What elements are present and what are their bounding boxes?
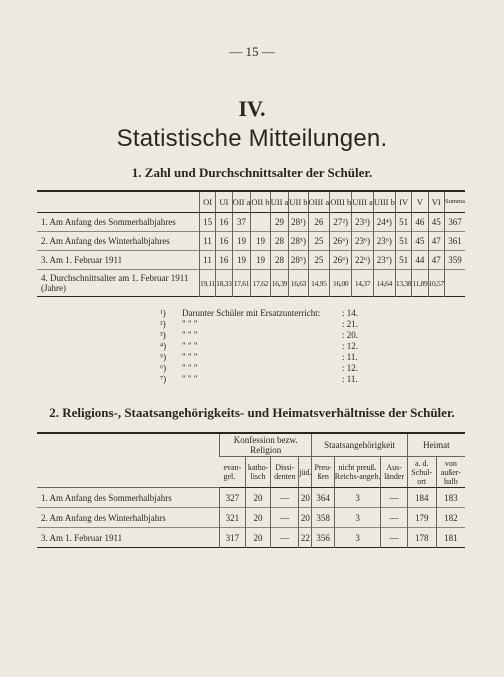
table-cell: — <box>381 508 407 528</box>
footnote <box>160 363 358 374</box>
table-cell: 3 <box>334 488 381 508</box>
table-cell: 22⁶) <box>352 251 374 270</box>
table-cell: 44 <box>412 251 428 270</box>
footnote <box>160 341 358 352</box>
col-header: OI <box>200 191 216 213</box>
table-cell: 16 <box>216 232 232 251</box>
col-header: OIII a <box>308 191 330 213</box>
table-cell: 19 <box>251 232 270 251</box>
col-header: von außer-halb <box>436 457 465 488</box>
religion-nationality-table <box>37 432 465 548</box>
table-cell: 10,57 <box>428 270 444 297</box>
table-cell: 178 <box>407 528 436 548</box>
footnote-text: " " " <box>182 374 198 384</box>
table-cell: 46 <box>412 213 428 232</box>
table-cell: 23⁶) <box>352 232 374 251</box>
table-cell: 29 <box>270 213 289 232</box>
table-cell: 367 <box>444 213 465 232</box>
table-cell: 183 <box>436 488 465 508</box>
table-cell: 356 <box>312 528 334 548</box>
col-header: OII a <box>232 191 251 213</box>
table-cell: 23⁷) <box>373 251 395 270</box>
table-row <box>37 270 465 297</box>
footnote <box>160 374 358 385</box>
row-label: 3. Am 1. Februar 1911 <box>37 528 220 548</box>
table-cell: 20 <box>245 528 271 548</box>
table-cell: 317 <box>220 528 246 548</box>
group-header: Staatsangehörigkeit <box>312 433 407 457</box>
table-cell: 22 <box>299 528 312 548</box>
table-cell: 16,63 <box>289 270 308 297</box>
footnote <box>160 352 358 363</box>
table-cell: 28⁵) <box>289 251 308 270</box>
table-cell: 358 <box>312 508 334 528</box>
footnote-mark: ⁵) <box>160 352 167 362</box>
table-cell: 26⁶) <box>330 251 352 270</box>
footnote-text: " " " <box>182 352 198 362</box>
footnote-text: Darunter Schüler mit Ersatzunterricht: <box>182 308 321 318</box>
footnote-mark: ⁴) <box>160 341 167 351</box>
col-header: OII b <box>251 191 270 213</box>
table-cell: 19 <box>251 251 270 270</box>
table-cell: 45 <box>428 213 444 232</box>
footnote-value: : 11. <box>342 352 358 362</box>
table-cell: 23³) <box>352 213 374 232</box>
row-label: 2. Am Anfang des Winterhalbjahres <box>37 232 200 251</box>
col-header: V <box>412 191 428 213</box>
table-cell <box>251 213 270 232</box>
table-cell: 28¹) <box>289 213 308 232</box>
table-cell: 23⁶) <box>373 232 395 251</box>
table-row <box>37 508 465 528</box>
col-header: katho-lisch <box>245 457 271 488</box>
footnote <box>160 330 358 341</box>
row-label: 3. Am 1. Februar 1911 <box>37 251 200 270</box>
footnote-value: : 12. <box>342 363 359 373</box>
table-cell: 26 <box>308 213 330 232</box>
table-cell: 15 <box>200 213 216 232</box>
table-cell: 20 <box>245 508 271 528</box>
table-cell: 45 <box>412 232 428 251</box>
table-cell: 16,00 <box>330 270 352 297</box>
table-cell: 51 <box>395 251 411 270</box>
table-cell: — <box>271 508 299 528</box>
table-cell: — <box>381 488 407 508</box>
page-number: — 15 — <box>229 44 275 59</box>
table-cell: 28⁵) <box>289 232 308 251</box>
col-header: VI <box>428 191 444 213</box>
footnote-value: : 12. <box>342 341 359 351</box>
group-header: Heimat <box>407 433 465 457</box>
col-header: UII b <box>289 191 308 213</box>
table-cell: 24⁴) <box>373 213 395 232</box>
table-header-row <box>37 191 465 213</box>
table-cell: 47 <box>428 232 444 251</box>
footnote-text: " " " <box>182 319 198 329</box>
col-header: evan-gel. <box>220 457 246 488</box>
table-cell: 16 <box>216 251 232 270</box>
table-cell: 20 <box>299 488 312 508</box>
table-cell: 51 <box>395 213 411 232</box>
table-cell: 11 <box>200 251 216 270</box>
table-cell <box>444 270 465 297</box>
row-label: 2. Am Anfang des Winterhalbjahrs <box>37 508 220 528</box>
table-cell: 25 <box>308 251 330 270</box>
col-header: a. d. Schul-ort <box>407 457 436 488</box>
col-header: IV <box>395 191 411 213</box>
footnote-mark: ⁶) <box>160 363 167 373</box>
footnote <box>160 319 358 330</box>
table-cell: 361 <box>444 232 465 251</box>
table-cell: 37 <box>232 213 251 232</box>
col-header: Preu-ßen <box>312 457 334 488</box>
footnote-text: " " " <box>182 330 198 340</box>
table-cell: 26⁶) <box>330 232 352 251</box>
footnote-value: : 20. <box>342 330 359 340</box>
footnote-text: " " " <box>182 363 198 373</box>
table-cell: 19 <box>232 232 251 251</box>
table-cell: 20 <box>299 508 312 528</box>
section1-heading: 1. Zahl und Durchschnittsalter der Schüler. <box>131 165 373 180</box>
table-cell: 28 <box>270 232 289 251</box>
table-cell: 3 <box>334 508 381 528</box>
footnote-mark: ¹) <box>160 308 166 318</box>
table-row <box>37 213 465 232</box>
row-label-header <box>37 433 220 488</box>
table-cell: 327 <box>220 488 246 508</box>
table-cell: 14,95 <box>308 270 330 297</box>
student-count-table <box>37 190 465 297</box>
table-cell: 16 <box>216 213 232 232</box>
table-row <box>37 488 465 508</box>
footnote-mark: ⁷) <box>160 374 167 384</box>
row-label: 4. Durchschnittsalter am 1. Februar 1911 (Jahre) <box>37 270 200 297</box>
table-cell: 11,89 <box>412 270 428 297</box>
table-cell: 47 <box>428 251 444 270</box>
footnote-value: : 14. <box>342 308 359 318</box>
group-header: Konfession bezw. Religion <box>220 433 312 457</box>
col-header: jüd. <box>299 457 312 488</box>
footnote <box>160 308 358 319</box>
table-cell: 17,62 <box>251 270 270 297</box>
footnote-value: : 11. <box>342 374 358 384</box>
table-cell: 25 <box>308 232 330 251</box>
table-cell: 359 <box>444 251 465 270</box>
table-cell: 364 <box>312 488 334 508</box>
col-header: UII a <box>270 191 289 213</box>
group-header-row <box>37 433 465 457</box>
table-cell: 13,38 <box>395 270 411 297</box>
page-title: Statistische Mitteilungen. <box>116 125 388 152</box>
table-cell: — <box>271 488 299 508</box>
row-label: 1. Am Anfang des Sommerhalbjahres <box>37 213 200 232</box>
table-cell: 16,39 <box>270 270 289 297</box>
table-cell: 179 <box>407 508 436 528</box>
col-header: nicht preuß. Reichs-angeh. <box>334 457 381 488</box>
table-cell: 28 <box>270 251 289 270</box>
table-row <box>37 528 465 548</box>
footnote-mark: ³) <box>160 330 166 340</box>
footnote-text: " " " <box>182 341 198 351</box>
table-cell: 14,64 <box>373 270 395 297</box>
col-header: UI <box>216 191 232 213</box>
table-row <box>37 232 465 251</box>
row-label: 1. Am Anfang des Sommerhalbjahrs <box>37 488 220 508</box>
table-row <box>37 251 465 270</box>
table-cell: 184 <box>407 488 436 508</box>
footnote-value: : 21. <box>342 319 359 329</box>
table-cell: 321 <box>220 508 246 528</box>
table-cell: — <box>271 528 299 548</box>
col-header-summa: Summa <box>444 191 465 213</box>
table-cell: 181 <box>436 528 465 548</box>
table-cell: 51 <box>395 232 411 251</box>
section2-heading: 2. Religions-, Staatsangehörigkeits- und Heimatsverhältnisse der Schüler. <box>49 405 455 420</box>
col-header: UIII b <box>373 191 395 213</box>
row-label-header <box>37 191 200 213</box>
footnotes <box>160 308 358 385</box>
col-header: Aus-länder <box>381 457 407 488</box>
table-cell: 17,61 <box>232 270 251 297</box>
col-header: UIII a <box>352 191 374 213</box>
table-cell: 27²) <box>330 213 352 232</box>
table-cell: 19 <box>232 251 251 270</box>
table-cell: — <box>381 528 407 548</box>
table-cell: 19,11 <box>200 270 216 297</box>
chapter-number: IV. <box>238 96 266 121</box>
table-cell: 182 <box>436 508 465 528</box>
table-cell: 3 <box>334 528 381 548</box>
col-header: Dissi-denten <box>271 457 299 488</box>
table-cell: 18,33 <box>216 270 232 297</box>
table-cell: 11 <box>200 232 216 251</box>
footnote-mark: ²) <box>160 319 166 329</box>
col-header: OIII b <box>330 191 352 213</box>
table-cell: 20 <box>245 488 271 508</box>
table-cell: 14,37 <box>352 270 374 297</box>
